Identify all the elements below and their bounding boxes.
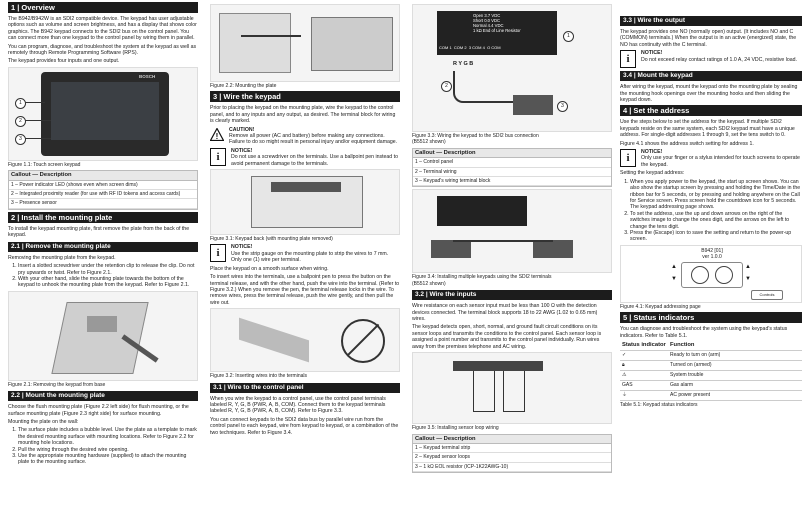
wall-plate-shape [219, 13, 291, 73]
sensor-loop-shape [473, 371, 495, 412]
value-normal: 4.4 VDC [487, 23, 504, 28]
wire-output-p1: The keypad provides one NO (normally open) output. (It includes NO and C (COMMON) terminals.) When the output is in an active (energized) state, the NO has continuity with the C terminal. [620, 29, 797, 48]
value-open: 3.7 VDC [484, 13, 501, 18]
overview-p1: The B942/B942W is an SDI2 compatible device. The keypad has user adjustable options such as volume and screen brightness, and has a display that shows color graphics. The B942 keypad connects to the SDI2 bus on the control panel. You can connect more than one keypad to the control panel by wiring them in parallel. [8, 16, 197, 42]
callout-table-row: 2 – Keypad sensor loops [413, 453, 611, 462]
wire-inputs-p2: The keypad detects open, short, normal, and ground fault circuit conditions on its sensor loops and transmits the conditions to the control panel. Each sensor loop is assigned a point number and transmits to the control panel individually. Run wires away from the premises telephone and AC wiring. [412, 324, 602, 350]
column-4 [620, 0, 802, 523]
table-header: Function [668, 341, 802, 351]
chevron-up-icon[interactable]: ▲ [671, 263, 677, 270]
table-row [620, 341, 802, 351]
notice-title: NOTICE! [641, 50, 663, 57]
keypad-terminal-shape [533, 240, 573, 258]
notice-box [620, 149, 802, 168]
info-icon: i [210, 244, 226, 262]
figure-caption: Figure 1.1: Touch screen keypad [8, 161, 81, 168]
section-overview-title: 1 | Overview [8, 2, 198, 13]
section-wire-panel-title: 3.1 | Wire to the control panel [210, 383, 400, 393]
figure-sensor-loops [412, 352, 612, 424]
keypad-screen [51, 82, 159, 140]
figure-caption: Figure 4.1: Keypad addressing page [620, 303, 701, 310]
list-item: 1. The surface plate includes a bubble level. Use the plate as a template to mark the desired mounting surface with mounting locations. Refer to Figure 2.2 for mounting hole locations. [18, 427, 198, 446]
callout-table-row: 1 – Keypad terminal strip [413, 444, 611, 453]
wire-keypad-p1: Prior to placing the keypad on the mounting plate, wire the keypad to the control panel, and to any inputs and any output, as desired. The terminal block for wiring is clearly marked. [210, 105, 396, 125]
gas-icon: GAS [620, 380, 668, 390]
warning-triangle-icon: ⚠ [620, 370, 668, 380]
model-label: B942 [01] [701, 247, 723, 254]
caption-line: Figure 3.3: Wiring the keypad to the SDI2 bus connection [412, 133, 539, 139]
keypad-terminal-shape [431, 240, 471, 258]
terminal-labels [439, 45, 501, 51]
info-icon: i [620, 149, 636, 167]
table-row [620, 360, 802, 370]
table-row [620, 370, 802, 380]
keypad-terminal-shape [513, 95, 553, 115]
callout-line [25, 102, 45, 103]
table-cell: AC power present [668, 390, 802, 400]
notice-title: NOTICE! [231, 147, 253, 154]
set-address-p1: Use the steps below to set the address for the keypad. If multiple SDI2 keypads reside on the same system, each SDI2 keypad must have a unique address. For single-digit addresses 1 through 9, set the tens switch to 0. [620, 119, 795, 139]
callout-table-row: 1 – Control panel [413, 158, 611, 167]
rygb-label: R Y G B [453, 61, 474, 67]
figure-caption [412, 274, 612, 287]
callout-line [25, 138, 51, 139]
caution-box [210, 127, 400, 146]
wire-panel-p1: When you wire the keypad to a control panel, use the control panel terminals labeled R, Y, G, B (PWR, A, B, COM). Connect them to the keypad terminals labeled R, Y, G, B (PWR, A, B, COM). Refer to Figure 3.3. [210, 395, 386, 415]
callout-circle: 2 [441, 81, 452, 92]
list-item: 3. Press the (Escape) icon to save the setting and return to the power-up screen. [630, 230, 802, 243]
table-cell: Gas alarm [668, 380, 802, 390]
figure-caption: Figure 3.5: Installing sensor loop wiring [412, 425, 499, 432]
figure-wiring-sdi2 [412, 4, 612, 132]
svg-text:!: ! [215, 132, 219, 142]
terminal-strip-shape [453, 361, 543, 371]
mount-keypad-p1: After wiring the keypad, mount the keypad onto the mounting plate by sealing the mounting hook openings over the mounting hooks and then sliding the keypad down. [620, 84, 798, 104]
wire-keypad-p2: Place the keypad on a smooth surface when wiring. [210, 265, 329, 272]
check-icon: ✓ [620, 350, 668, 360]
flush-plate-shape [311, 17, 393, 71]
callout-table-head: Callout — Description [9, 171, 197, 180]
section-set-address-title: 4 | Set the address [620, 105, 802, 116]
notice-text: Do not exceed relay contact ratings of 1.0 A, 24 VDC, resistive load. [641, 56, 797, 63]
terminal-com2: COM 2 [453, 45, 467, 50]
value-short: 0.0 VDC [484, 18, 501, 23]
overview-p3: The keypad provides four inputs and one output. [8, 58, 120, 65]
caption-line: Figure 3.4: Installing multiple keypads using the SDI2 terminals [412, 274, 552, 281]
terminal-ocom: O COM [487, 45, 501, 50]
callout-table-row: 2 – Terminal wiring [413, 168, 611, 177]
set-address-p3: Setting the keypad address: [620, 170, 685, 177]
figure-caption: Figure 2.2: Mounting the plate [210, 83, 277, 89]
remove-plate-p1: Removing the mounting plate from the keypad. [8, 254, 116, 261]
control-panel-shape [437, 196, 527, 226]
label-short: Short [473, 18, 484, 23]
section-wire-output-title: 3.3 | Wire the output [620, 16, 802, 26]
terminal-row-shape [239, 318, 309, 363]
column-3 [412, 0, 612, 523]
column-1 [8, 0, 198, 523]
figure-caption: Figure 3.1: Keypad back (with mounting plate removed) [210, 236, 333, 243]
chevron-down-icon[interactable]: ▼ [745, 275, 751, 282]
caution-title: CAUTION! [229, 126, 255, 133]
chevron-up-icon[interactable]: ▲ [745, 263, 751, 270]
section-mount-keypad-title: 3.4 | Mount the keypad [620, 71, 802, 81]
mount-plate-p2: Mounting the plate on the wall: [8, 418, 79, 425]
figure-caption [412, 133, 612, 146]
callout-table-head: Callout — Description [413, 149, 611, 158]
sensor-loop-shape [503, 371, 525, 412]
caption-line: (B5512 shown) [412, 139, 446, 146]
table-cell: Ready to turn on (arm) [668, 350, 802, 360]
figure-caption: Figure 2.1: Removing the keypad from base [8, 381, 106, 388]
section-mount-plate-title: 2.2 | Mount the mounting plate [8, 391, 198, 401]
caution-text: Remove all power (AC and battery) before making any connections. Failure to do so might result in personal injury and/or equipment damage. [229, 133, 398, 146]
callout-table-row: 2 – Integrated proximity reader (for use with RF ID tokens and access cards) [9, 190, 197, 199]
keypad-brand: BOSCH [139, 73, 156, 79]
controls-button[interactable]: Controls [751, 290, 783, 300]
figure-touch-keypad [8, 67, 198, 161]
table-row [620, 380, 802, 390]
table-row [620, 350, 802, 360]
caption-line: (B5512 shown) [412, 280, 446, 287]
callout-circle: 3 [15, 134, 26, 145]
install-plate-p1: To install the keypad mounting plate, first remove the plate from the back of the keypad. [8, 225, 190, 239]
figure-inserting-wires [210, 308, 400, 372]
callout-table-1 [8, 170, 198, 210]
info-icon: i [620, 50, 636, 68]
table-header: Status indicator [620, 341, 668, 351]
section-remove-plate-title: 2.1 | Remove the mounting plate [8, 242, 198, 252]
label-open: Open [473, 13, 484, 18]
mount-plate-steps [8, 427, 198, 465]
list-item: 3. Use the appropriate mounting hardware (supplied) to attach the mounting plate to the mounting surface. [18, 453, 198, 466]
eol-label: 1 kΩ End of Line Resistor [473, 28, 521, 33]
column-2 [210, 0, 400, 523]
mounting-plate-shape [51, 302, 148, 374]
figure-keypad-back [210, 169, 400, 235]
list-item: 1. Insert a slotted screwdriver under the retention clip to release the clip. Do not pry upwards or twist. Refer to Figure 2.1. [18, 263, 198, 276]
terminal-block-shape [87, 316, 117, 332]
wire-shape [453, 226, 553, 242]
lock-icon: 🔒︎ [620, 360, 668, 370]
status-table [620, 341, 802, 401]
wire-inputs-p1: Wire resistance on each sensor input must be less than 100 Ω with the detection devices connected. The terminal block supports 18 to 22 AWG (1.02 to 0.65 mm) wires. [412, 303, 598, 323]
wire-panel-p2: You can connect keypads to the SDI2 data bus by parallel wire run from the control panel to each keypad, wire from keypad to keypad, or a combination of the two techniques. Refer to Figure 3.4. [210, 416, 399, 436]
callout-table-3 [412, 434, 612, 474]
wire-keypad-p3: To insert wires into the terminals, use a ballpoint pen to press the button on the terminal release, and with the other hand, push the wire into the terminal. (Refer to Figure 3.2.) When you remove the pen, the terminal release locks in the wire. To remove wires, press the terminal release, push the wire gently, and then pull the wire out. [210, 274, 400, 306]
notice-text: Only use your finger or a stylus intended for touch screens to operate the keypad. [641, 155, 800, 168]
terminal-strip-shape [271, 182, 341, 192]
notice-title: NOTICE! [641, 149, 663, 156]
callout-circle: 3 [557, 101, 568, 112]
callout-table-row: 3 – Keypad's wiring terminal block [413, 177, 611, 186]
callout-circle: 2 [15, 116, 26, 127]
overview-p2: You can program, diagnose, and troubleshoot the system at the keypad as well as remotely through Remote Programming Software (RPS). [8, 43, 197, 57]
info-icon: i [210, 148, 226, 166]
notice-title: NOTICE! [231, 244, 253, 251]
dial-tens [691, 266, 709, 284]
figure-mounting-plate [210, 4, 400, 82]
label-normal: Normal [473, 23, 487, 28]
list-item: 2. With your other hand, slide the mounting plate towards the bottom of the keypad to unhook the mounting plate from the keypad. Refer to Figure 2.1. [18, 276, 198, 289]
terminal-com1: COM 1 [439, 45, 452, 50]
version-label: ver 1.0.0 [702, 253, 722, 260]
section-wire-inputs-title: 3.2 | Wire the inputs [412, 290, 612, 300]
wire-shape [241, 35, 301, 37]
plug-icon: ⏚ [620, 390, 668, 400]
notice-box [210, 148, 400, 167]
callout-circle: 1 [15, 98, 26, 109]
table-caption: Table 5.1: Keypad status indicators [620, 401, 698, 408]
list-item: 1. When you apply power to the keypad, the start up screen shows. You can also show the startup screen by pressing and holding the Time/Date in the ribbon bar for 5 seconds, or by pressing and holding anywhere on the Call for Service screen. Press screen hold the countdown icon for 5 seconds. The keypad addressing page shows. [630, 179, 802, 211]
dial-ones [715, 266, 733, 284]
table-row [620, 390, 802, 400]
figure-multiple-keypads [412, 189, 612, 273]
section-status-indicators-title: 5 | Status indicators [620, 312, 802, 323]
notice-text: Do not use a screwdriver on the terminals. Use a ballpoint pen instead to avoid permanent damage to the terminals. [231, 154, 398, 167]
figure-addressing-page [620, 245, 802, 303]
callout-table-row: 3 – 1 kΩ EOL resistor (ICP-1K22AWG-10) [413, 463, 611, 472]
figure-remove-keypad [8, 291, 198, 381]
mount-plate-p1: Choose the flush mounting plate (Figure 2.2 left side) for flush mounting, or the surface mounting plate (Figure 2.3 right side) for surface mounting. [8, 404, 189, 417]
terminal-com4: 3 COM 4 [468, 45, 485, 50]
panel-label [473, 13, 521, 33]
notice-box [210, 244, 400, 263]
table-cell: System trouble [668, 370, 802, 380]
callout-line [25, 120, 51, 121]
notice-text: Use the strip gauge on the mounting plate to strip the wires to 7 mm. Only one (1) wire per terminal. [231, 250, 389, 264]
callout-table-head: Callout — Description [413, 435, 611, 444]
callout-table-row: 3 – Presence sensor [9, 199, 197, 208]
remove-plate-steps [8, 263, 198, 289]
callout-table-2 [412, 148, 612, 188]
list-item: 2. To set the address, use the up and down arrows on the right of the switches image to change the ones digit, and the arrows on the left to change the tens digit. [630, 211, 802, 230]
section-install-plate-title: 2 | Install the mounting plate [8, 212, 198, 223]
callout-table-row: 1 – Power indicator LED (shows even when screen dims) [9, 181, 197, 190]
notice-box [620, 50, 802, 68]
chevron-down-icon[interactable]: ▼ [671, 275, 677, 282]
set-address-steps [620, 179, 802, 243]
set-address-p2: Figure 4.1 shows the address switch setting for address 1. [620, 140, 754, 147]
list-item: 2. Pull the wiring through the desired wire opening. [18, 447, 198, 453]
callout-circle: 1 [563, 31, 574, 42]
section-wire-keypad-title: 3 | Wire the keypad [210, 91, 400, 102]
figure-caption: Figure 3.2: Inserting wires into the terminals [210, 373, 307, 380]
table-cell: Turned on (armed) [668, 360, 802, 370]
warning-triangle-icon [210, 127, 224, 143]
status-indicators-p1: You can diagnose and troubleshoot the system using the keypad's status indicators. Refer to Table 5.1. [620, 326, 788, 339]
